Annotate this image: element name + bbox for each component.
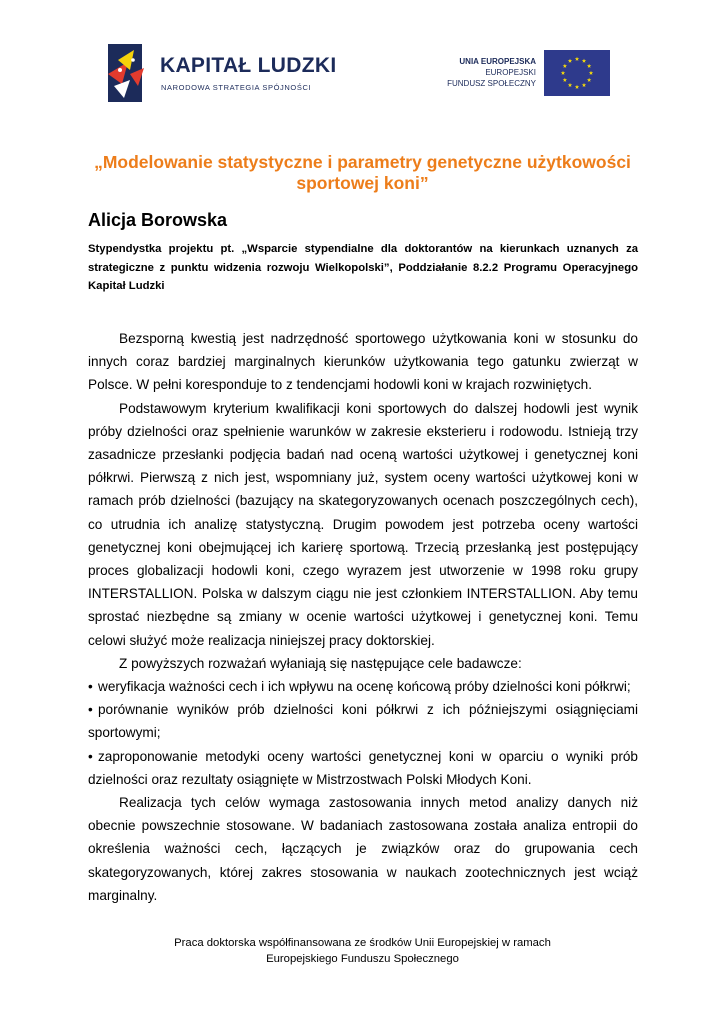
author-name: Alicja Borowska <box>88 210 228 230</box>
list-item-text: porównanie wyników prób dzielności koni półkrwi z ich późniejszymi osiągnięciami sportowymi; <box>88 702 638 741</box>
bullet-icon: • <box>88 748 93 764</box>
body-paragraph: Podstawowym kryterium kwalifikacji koni sportowych do dalszej hodowli jest wynik próby dzielności oraz spełnienie warunków w zakresie eksterieru i rodowodu. Istnieją trzy zasadnicze przesłanki podjęcia badań nad oceną wartości użytkowej i genetycznej koni półkrwi. Pierwszą z nich jest, wspomniany już, system oceny wartości użytkowej koni w ramach prób dzielności (bazujący na skategoryzowanych ocenach poszczególnych cech), co utrudnia ich analizę statystyczną. Drugim powodem jest potrzeba oceny wartości genetycznej koni obejmującej ich karierę sportową. Trzecią przesłanką jest postępujący proces globalizacji hodowli koni, czego wyrazem jest utworzenie w 1998 roku grupy INTERSTALLION. Polska w dalszym ciągu nie jest członkiem INTERSTALLION. Aby temu sprostać niezbędne są zmiany w ocenie wartości użytkowej i genetycznej koni. Temu celowi służyć może realizacja niniejszej pracy doktorskiej. <box>88 400 638 648</box>
author-affiliation: Stypendystka projektu pt. „Wsparcie stypendialne dla doktorantów na kierunkach uznanych za strategiczne z punktu widzenia rozwoju Wielkopolski”, Poddziałanie 8.2.2 Programu Operacyjnego Kapitał Ludzki <box>88 243 638 292</box>
eu-logo-line1: UNIA EUROPEJSKA <box>459 57 536 66</box>
logo-subtitle: NARODOWA STRATEGIA SPÓJNOŚCI <box>161 83 312 92</box>
document-title <box>80 152 645 194</box>
eu-logo-line3: FUNDUSZ SPOŁECZNY <box>447 79 536 88</box>
logo-title: KAPITAŁ LUDZKI <box>160 54 337 77</box>
footer-line-1: Praca doktorska współfinansowana ze środków Unii Europejskiej w ramach <box>174 937 551 949</box>
funding-footer <box>80 935 645 967</box>
title-line-2: sportowej koni” <box>296 173 429 193</box>
kapital-ludzki-emblem-icon <box>100 40 150 106</box>
list-item-text: weryfikacja ważności cech i ich wpływu na ocenę końcową próby dzielności koni półkrwi; <box>98 679 631 695</box>
list-item <box>88 698 638 744</box>
title-line-1: „Modelowanie statystyczne i parametry genetyczne użytkowości <box>94 152 631 172</box>
eu-logo-text <box>447 56 536 89</box>
list-item-text: zaproponowanie metodyki oceny wartości genetycznej koni w oparciu o wyniki prób dzielności oraz rezultaty osiągnięte w Mistrzostwach Polski Młodych Koni. <box>88 748 638 787</box>
research-goals-list <box>88 675 638 791</box>
footer-line-2: Europejskiego Funduszu Społecznego <box>266 953 459 965</box>
body-paragraph: Realizacja tych celów wymaga zastosowania innych metod analizy danych niż obecnie powszechnie stosowane. W badaniach zastosowana została analiza entropii do określenia ważności cech, łączących je związków oraz do grupowania cech skategoryzowanych, której zakres stosowania w naukach zootechnicznych jest wciąż marginalny. <box>88 795 638 903</box>
body-paragraph: Z powyższych rozważań wyłaniają się następujące cele badawcze: <box>119 655 522 671</box>
body-paragraph: Bezsporną kwestią jest nadrzędność sportowego użytkowania koni w stosunku do innych coraz bardziej marginalnych kierunków użytkowania tego gatunku zwierząt w Polsce. W pełni koresponduje to z tendencjami hodowli koni w krajach rozwiniętych. <box>88 331 638 393</box>
document-body <box>88 327 638 907</box>
list-item <box>88 745 638 791</box>
bullet-icon: • <box>88 702 93 718</box>
kapital-ludzki-logo <box>100 40 337 106</box>
eu-flag-icon <box>544 50 610 96</box>
bullet-icon: • <box>88 679 93 695</box>
eu-logo-line2: EUROPEJSKI <box>485 68 536 77</box>
list-item <box>88 675 638 698</box>
eu-fund-logo <box>430 50 610 98</box>
